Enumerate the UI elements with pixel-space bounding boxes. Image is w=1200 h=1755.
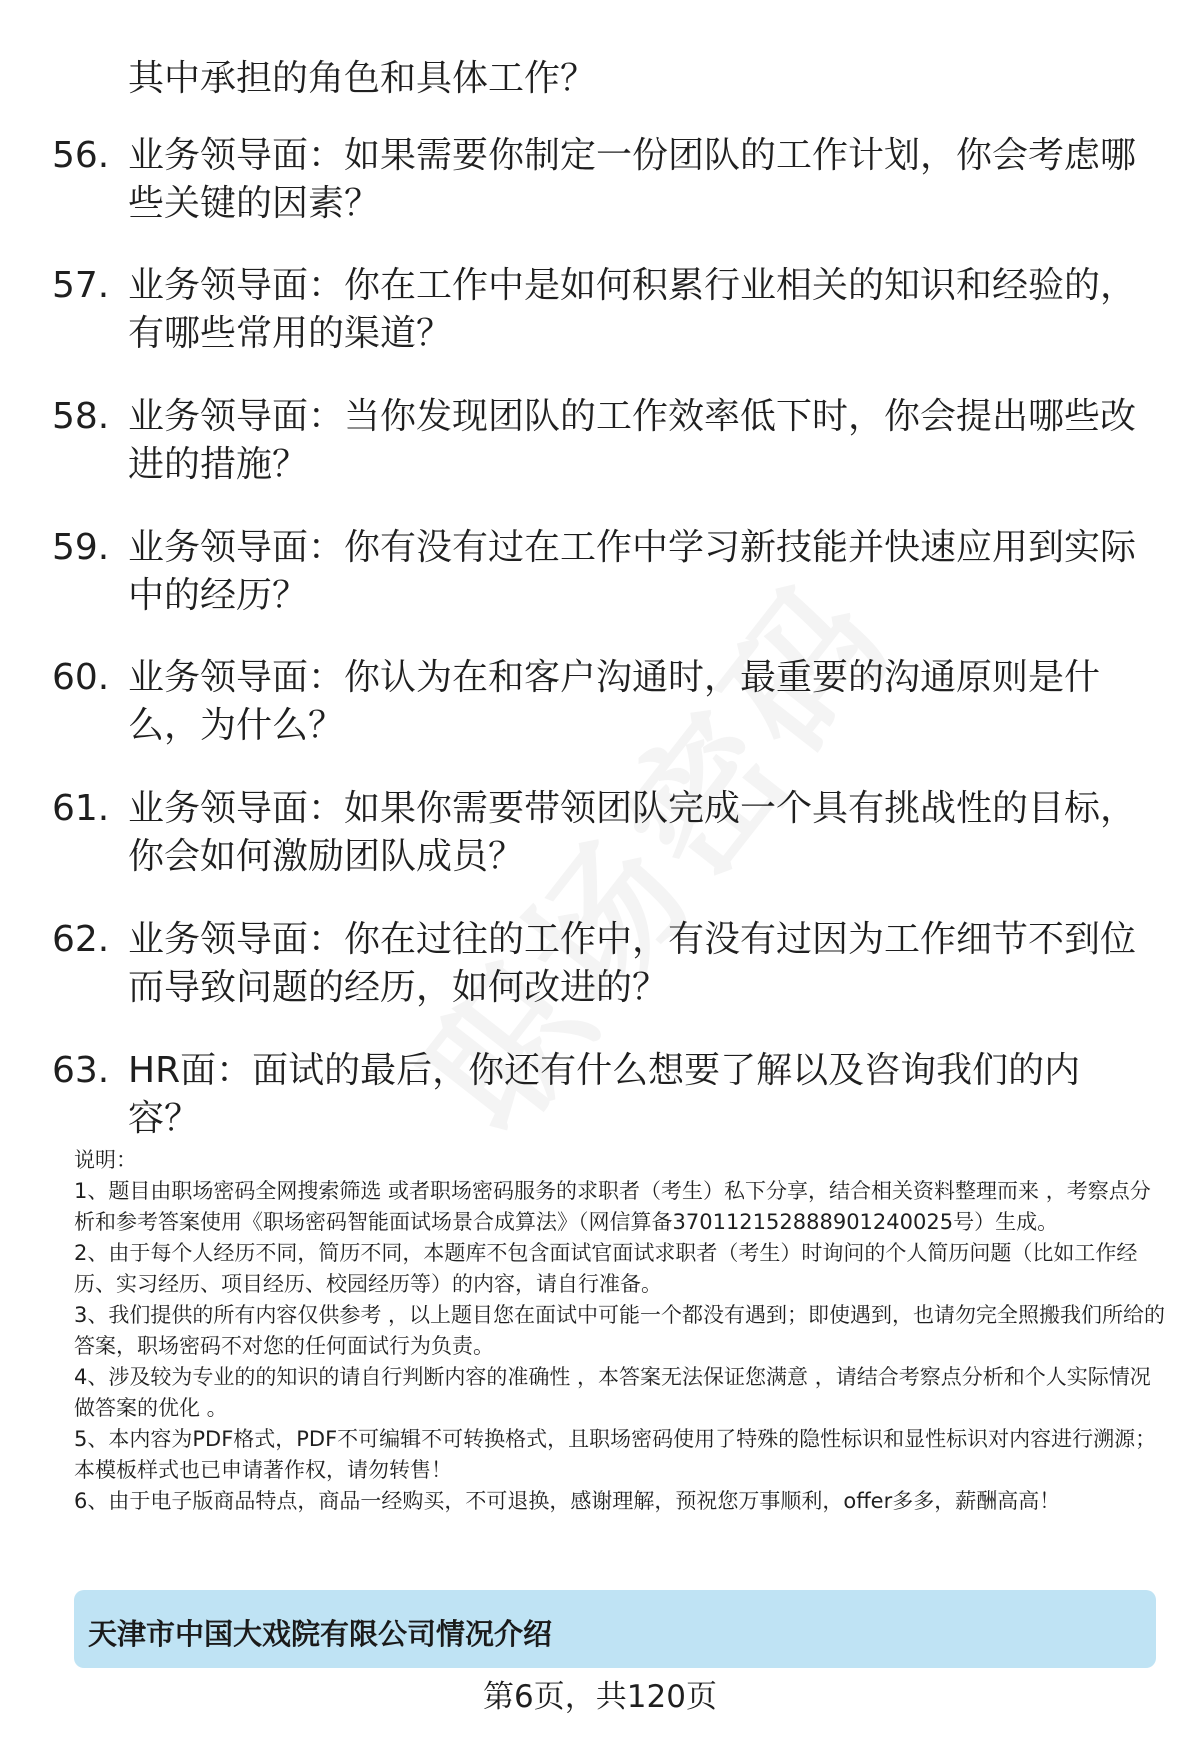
question-number: 60. xyxy=(52,657,110,698)
question-text: 业务领导面：你在过往的工作中，有没有过因为工作细节不到位而导致问题的经历，如何改进的？ xyxy=(128,919,1137,1008)
question-text: 业务领导面：你在工作中是如何积累行业相关的知识和经验的，有哪些常用的渠道？ xyxy=(128,265,1137,354)
section-title: 天津市中国大戏院有限公司情况介绍 xyxy=(88,1617,553,1651)
question-text: HR面：面试的最后，你还有什么想要了解以及咨询我们的内容？ xyxy=(128,1050,1081,1139)
note-item: 5、本内容为PDF格式，PDF不可编辑不可转换格式，且职场密码使用了特殊的隐性标识和显性标识对内容进行溯源；本模板样式也已申请著作权，请勿转售！ xyxy=(74,1427,1157,1482)
note-item: 3、我们提供的所有内容仅供参考 ，以上题目您在面试中可能一个都没有遇到；即使遇到，也请勿完全照搬我们所给的答案，职场密码不对您的任何面试行为负责。 xyxy=(74,1303,1166,1358)
question-item xyxy=(52,262,1152,358)
question-item xyxy=(52,132,1152,228)
question-number: 56. xyxy=(52,135,110,176)
question-item xyxy=(52,393,1152,489)
question-text: 业务领导面：当你发现团队的工作效率低下时，你会提出哪些改进的措施？ xyxy=(128,396,1137,485)
note-item: 1、题目由职场密码全网搜索筛选 或者职场密码服务的求职者（考生）私下分享，结合相关资料整理而来 ，考察点分析和参考答案使用《职场密码智能面试场景合成算法》（网信算备370112152888901240025号）生成。 xyxy=(74,1179,1151,1234)
question-item xyxy=(52,524,1152,620)
question-item xyxy=(52,916,1152,1012)
question-item xyxy=(52,1047,1152,1143)
question-number: 61. xyxy=(52,788,110,829)
note-item: 2、由于每个人经历不同，简历不同，本题库不包含面试官面试求职者（考生）时询问的个人简历问题（比如工作经历、实习经历、项目经历、校园经历等）的内容，请自行准备。 xyxy=(74,1241,1138,1296)
question-number: 63. xyxy=(52,1050,110,1091)
continued-question-text: 其中承担的角色和具体工作？ xyxy=(128,58,597,99)
question-number: 59. xyxy=(52,527,110,568)
note-item: 4、涉及较为专业的的知识的请自行判断内容的准确性 ，本答案无法保证您满意 ，请结合考察点分析和个人实际情况做答案的优化 。 xyxy=(74,1365,1151,1420)
question-item xyxy=(52,785,1152,881)
question-number: 62. xyxy=(52,919,110,960)
notes-heading: 说明： xyxy=(74,1148,137,1172)
disclaimer-notes xyxy=(74,1145,1166,1517)
question-number: 57. xyxy=(52,265,110,306)
note-item: 6、由于电子版商品特点，商品一经购买，不可退换，感谢理解，预祝您万事顺利，offer多多，薪酬高高！ xyxy=(74,1489,1061,1513)
question-text: 业务领导面：你有没有过在工作中学习新技能并快速应用到实际中的经历？ xyxy=(128,527,1137,616)
question-number: 58. xyxy=(52,396,110,437)
question-text: 业务领导面：如果你需要带领团队完成一个具有挑战性的目标，你会如何激励团队成员？ xyxy=(128,788,1137,877)
question-text: 业务领导面：如果需要你制定一份团队的工作计划，你会考虑哪些关键的因素？ xyxy=(128,135,1137,224)
question-item xyxy=(52,654,1152,750)
question-text: 业务领导面：你认为在和客户沟通时，最重要的沟通原则是什么，为什么？ xyxy=(128,657,1101,746)
page-number: 第6页，共120页 xyxy=(483,1679,717,1715)
section-banner xyxy=(74,1590,1156,1668)
